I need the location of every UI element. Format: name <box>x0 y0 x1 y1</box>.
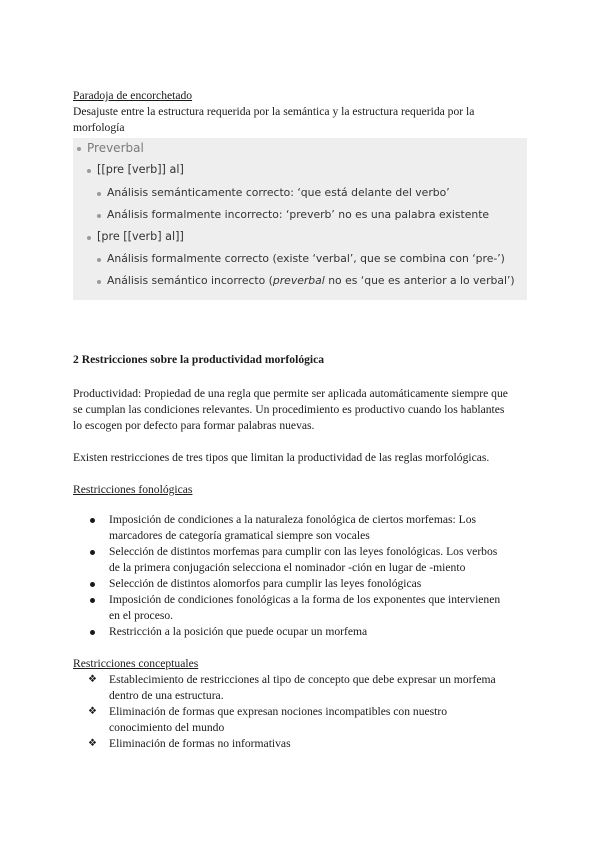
list-bullet <box>90 598 95 603</box>
slide-bullet <box>77 147 81 151</box>
phon-item-5: Restricción a la posición que puede ocupar un morfema <box>109 625 368 638</box>
slide-analysis-a-heading: [[pre [verb]] al] <box>97 163 184 176</box>
slide-bullet <box>87 236 91 240</box>
productivity-line-2: se cumplan las condiciones relevantes. Un procedimiento es productivo cuando los hablantes <box>73 403 505 416</box>
slide-analysis-b-2-post: no es ‘que es anterior a lo verbal’) <box>324 274 515 287</box>
slide-bullet <box>97 192 101 196</box>
concept-item-1-line-1: Establecimiento de restricciones al tipo de concepto que debe expresar un morfema <box>109 673 496 686</box>
concept-item-2-line-2: conocimiento del mundo <box>109 721 225 734</box>
slide-analysis-a-2: Análisis formalmente incorrecto: ‘preverb’ no es una palabra existente <box>107 208 490 221</box>
slide-title: Preverbal <box>87 141 144 155</box>
diamond-bullet-icon: ❖ <box>88 738 97 749</box>
slide-analysis-b-1: Análisis formalmente correcto (existe ‘verbal’, que se combina con ‘pre-’) <box>107 252 505 265</box>
diamond-bullet-icon: ❖ <box>88 674 97 685</box>
slide-bullet <box>97 280 101 284</box>
phon-item-1-line-2: marcadores de categoría gramatical siempre son vocales <box>109 529 370 542</box>
paradox-heading: Paradoja de encorchetado <box>73 89 193 102</box>
slide-analysis-a-1: Análisis semánticamente correcto: ‘que está delante del verbo’ <box>107 186 450 199</box>
phon-item-4-line-2: en el proceso. <box>109 609 174 622</box>
slide-bullet <box>97 214 101 218</box>
list-bullet <box>90 630 95 635</box>
phon-item-2-line-2: de la primera conjugación selecciona el nominador -ción en lugar de -miento <box>109 561 466 574</box>
concept-item-2-line-1: Eliminación de formas que expresan nociones incompatibles con nuestro <box>109 705 448 718</box>
slide-image <box>73 138 527 300</box>
paradox-description-line-1: Desajuste entre la estructura requerida por la semántica y la estructura requerida por la <box>73 105 475 118</box>
phon-item-3: Selección de distintos alomorfos para cumplir las leyes fonológicas <box>109 577 422 590</box>
list-bullet <box>90 518 95 523</box>
phon-item-4-line-1: Imposición de condiciones fonológicas a la forma de los exponentes que intervienen <box>109 593 501 606</box>
concept-item-3: Eliminación de formas no informativas <box>109 737 291 750</box>
productivity-line-3: lo escogen por defecto para formar palabras nuevas. <box>73 419 315 432</box>
phon-item-2-line-1: Selección de distintos morfemas para cumplir con las leyes fonológicas. Los verbos <box>109 545 498 558</box>
conceptual-heading: Restricciones conceptuales <box>73 657 199 670</box>
productivity-line-1: Productividad: Propiedad de una regla que permite ser aplicada automáticamente siempre que <box>73 387 508 400</box>
paradox-description-line-2: morfología <box>73 121 125 134</box>
concept-item-1-line-2: dentro de una estructura. <box>109 689 224 702</box>
slide-analysis-b-2 <box>107 274 515 288</box>
diamond-bullet-icon: ❖ <box>88 706 97 717</box>
slide-bullet <box>87 169 91 173</box>
slide-analysis-b-heading: [pre [[verb] al]] <box>97 230 184 243</box>
section-2-heading: 2 Restricciones sobre la productividad morfológica <box>73 353 325 366</box>
list-bullet <box>90 550 95 555</box>
phonological-heading: Restricciones fonológicas <box>73 483 193 496</box>
list-bullet <box>90 582 95 587</box>
slide-bullet <box>97 258 101 262</box>
phon-item-1-line-1: Imposición de condiciones a la naturaleza fonológica de ciertos morfemas: Los <box>109 513 477 526</box>
restriction-types-text: Existen restricciones de tres tipos que limitan la productividad de las reglas morfológicas. <box>73 451 490 464</box>
slide-analysis-b-2-pre: Análisis semántico incorrecto ( <box>107 274 273 287</box>
slide-analysis-b-2-emphasis: preverbal <box>272 274 325 287</box>
